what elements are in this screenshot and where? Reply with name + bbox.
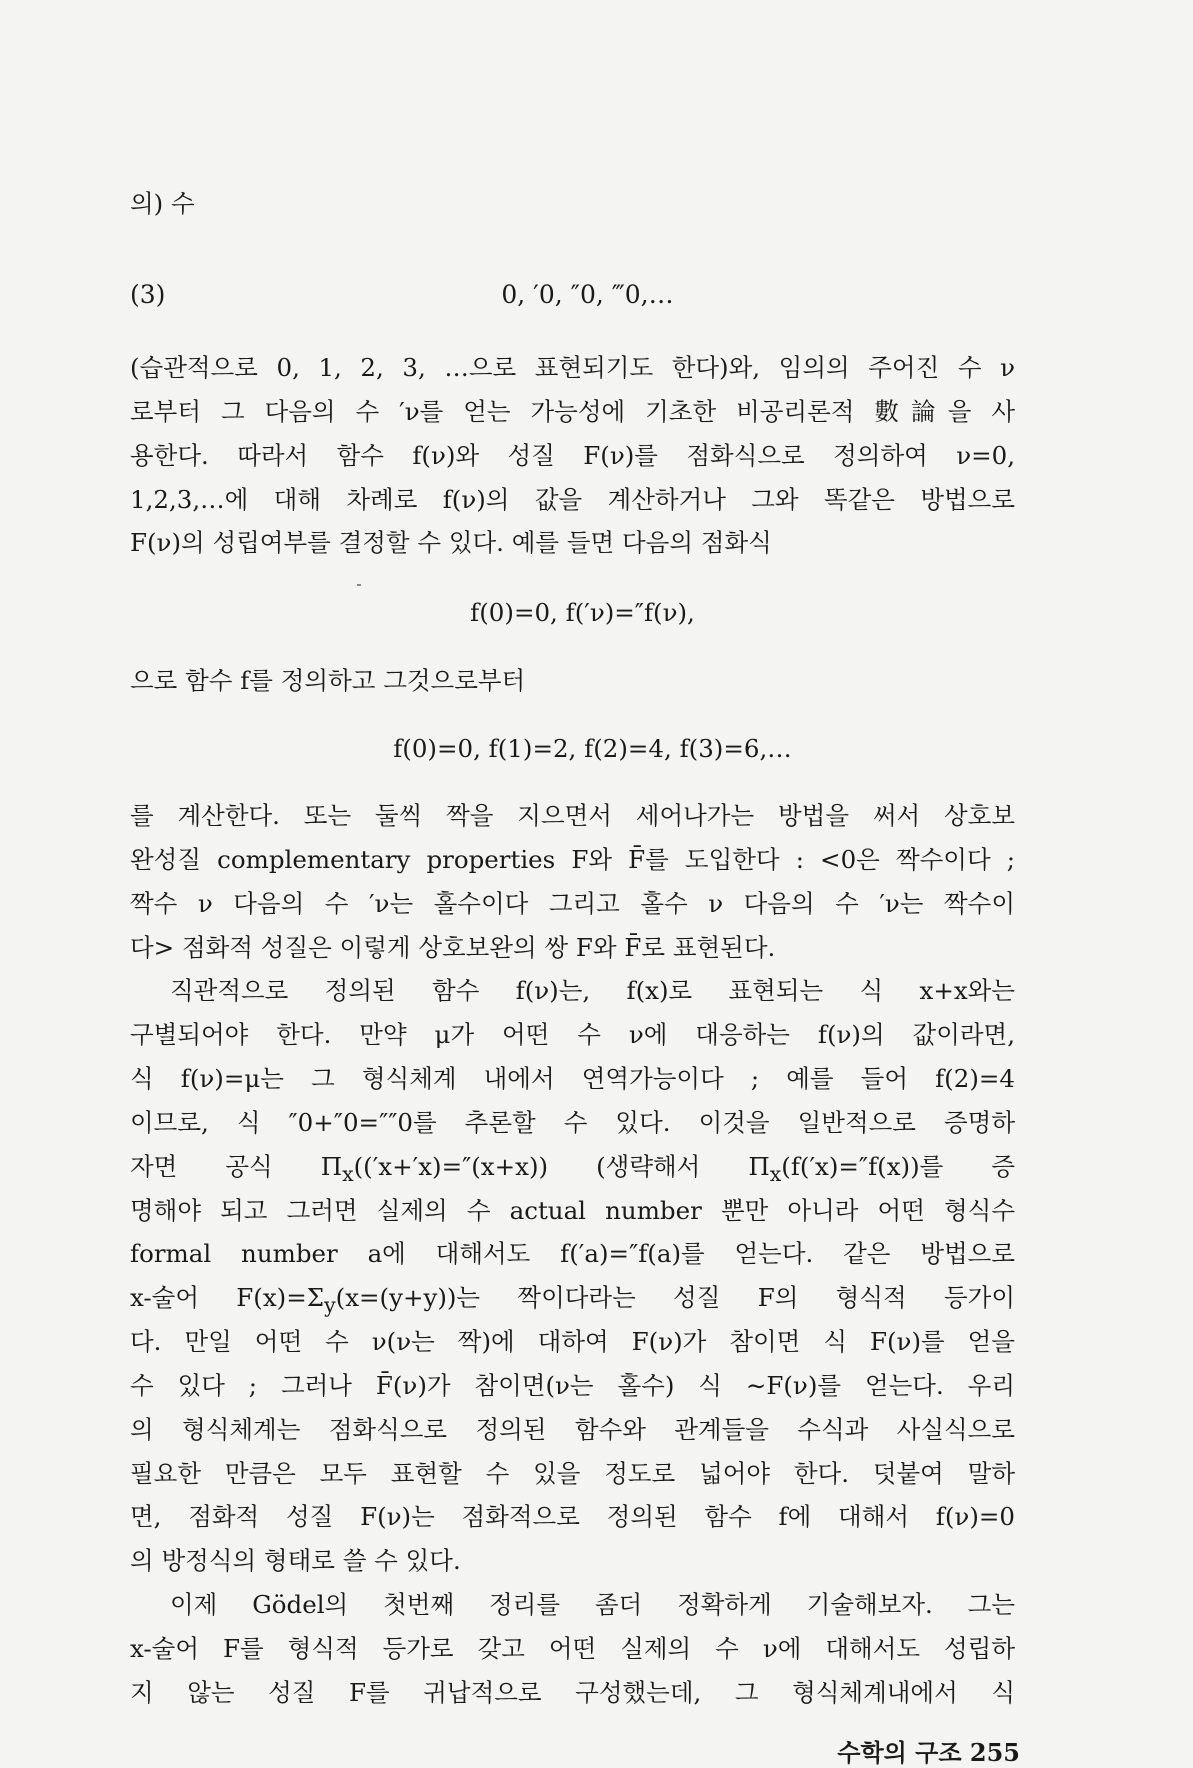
text-line: 식 f(ν)=μ는 그 형식체계 내에서 연역가능이다 ; 예를 들어 f(2)=4 bbox=[130, 1064, 1015, 1093]
text-line: 를 계산한다. 또는 둘씩 짝을 지으면서 세어나가는 방법을 써서 상호보 bbox=[130, 801, 1015, 830]
text-line: F(ν)의 성립여부를 결정할 수 있다. 예를 들면 다음의 점화식 bbox=[130, 528, 772, 557]
text-line: 의) 수 bbox=[130, 189, 195, 218]
text-line: 으로 함수 f를 정의하고 그것으로부터 bbox=[130, 666, 526, 695]
page-footer: 수학의 구조 255 bbox=[837, 1738, 1020, 1767]
text-line: 명해야 되고 그러면 실제의 수 actual number 뿐만 아니라 어떤 형식수 bbox=[130, 1196, 1015, 1225]
text-line: 구별되어야 한다. 만약 μ가 어떤 수 ν에 대응하는 f(ν)의 값이라면, bbox=[130, 1020, 1015, 1049]
text-line: x-술어 F를 형식적 등가로 갖고 어떤 실제의 수 ν에 대해서도 성립하 bbox=[130, 1634, 1015, 1663]
text-line: 지 않는 성질 F를 귀납적으로 구성했는데, 그 형식체계내에서 식 bbox=[130, 1678, 1015, 1707]
equation-3: 0, ′0, ″0, ‴0,… bbox=[501, 280, 674, 309]
text-line: 용한다. 따라서 함수 f(ν)와 성질 F(ν)를 점화식으로 정의하여 ν=0, bbox=[130, 441, 1015, 470]
text-line: 면, 점화적 성질 F(ν)는 점화적으로 정의된 함수 f에 대해서 f(ν)=0 bbox=[130, 1502, 1015, 1531]
equation-label: (3) bbox=[130, 280, 166, 309]
text-line: x-술어 $F(x)=\Sigma_y(x=(y+y))$는 짝이다라는 성질 F의 형식적 등가이 bbox=[130, 1283, 1015, 1317]
text-line: 이제 Gödel의 첫번째 정리를 좀더 정확하게 기술해보자. 그는 bbox=[170, 1590, 1015, 1619]
text-line: 자면 공식 $\Pi_x(('x+'x)=''(x+x))$ (생략해서 $\Pi_x(f('x)=''f(x))$를 증 bbox=[130, 1152, 1015, 1186]
text-line: 로부터 그 다음의 수 ′ν를 얻는 가능성에 기초한 비공리론적 數論을 사 bbox=[130, 397, 1015, 426]
text-line: 짝수 ν 다음의 수 ′ν는 홀수이다 그리고 홀수 ν 다음의 수 ′ν는 짝수이 bbox=[130, 889, 1015, 918]
text-line: 의 형식체계는 점화식으로 정의된 함수와 관계들을 수식과 사실식으로 bbox=[130, 1415, 1015, 1444]
equation: f(0)=0, f(1)=2, f(2)=4, f(3)=6,… bbox=[393, 734, 792, 763]
text-line: formal number a에 대해서도 f(′a)=″f(a)를 얻는다. 같은 방법으로 bbox=[130, 1239, 1015, 1268]
text-line: 1,2,3,…에 대해 차례로 f(ν)의 값을 계산하거나 그와 똑같은 방법으로 bbox=[130, 485, 1015, 514]
text-line: 다> 점화적 성질은 이렇게 상호보완의 쌍 F와 F̄로 표현된다. bbox=[130, 933, 776, 962]
text-line: 완성질 complementary properties F와 F̄를 도입한다 : <0은 짝수이다 ; bbox=[130, 845, 1015, 874]
text-line: 의 방정식의 형태로 쓸 수 있다. bbox=[130, 1546, 461, 1575]
text-line: 수 있다 ; 그러나 F̄(ν)가 참이면(ν는 홀수) 식 ∼F(ν)를 얻는다. 우리 bbox=[130, 1371, 1015, 1400]
text-line: 직관적으로 정의된 함수 f(ν)는, f(x)로 표현되는 식 x+x와는 bbox=[170, 976, 1015, 1005]
equation: f(0)=0, f(′ν)=″f(ν), bbox=[470, 598, 695, 627]
text-line: 이므로, 식 ″0+″0=″″0를 추론할 수 있다. 이것을 일반적으로 증명하 bbox=[130, 1108, 1015, 1137]
text-line: 필요한 만큼은 모두 표현할 수 있을 정도로 넓어야 한다. 덧붙여 말하 bbox=[130, 1459, 1015, 1488]
text-line: (습관적으로 0, 1, 2, 3, …으로 표현되기도 한다)와, 임의의 주어진 수 ν bbox=[130, 353, 1015, 382]
text-line: 다. 만일 어떤 수 ν(ν는 짝)에 대하여 F(ν)가 참이면 식 F(ν)를 얻을 bbox=[130, 1327, 1015, 1356]
scan-speck bbox=[357, 584, 361, 586]
